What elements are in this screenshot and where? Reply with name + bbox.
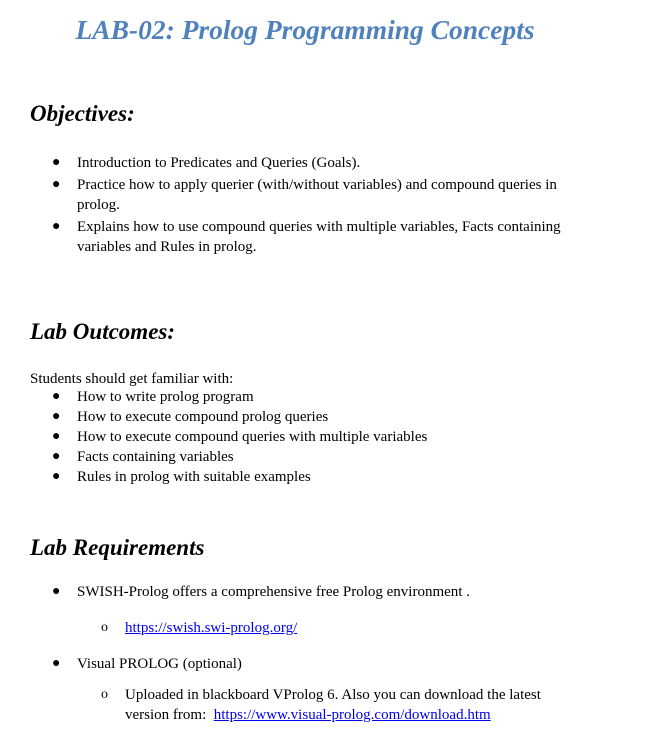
list-item-text: How to execute compound prolog queries bbox=[77, 409, 329, 425]
bullet-icon: ● bbox=[52, 429, 61, 444]
list-item-text: How to execute compound queries with multiple variables bbox=[77, 429, 428, 445]
sub-list-item bbox=[0, 685, 585, 725]
bullet-icon: ● bbox=[52, 469, 61, 484]
requirements-heading: Lab Requirements bbox=[30, 535, 205, 560]
sub-list-item bbox=[0, 618, 585, 638]
list-item bbox=[0, 467, 577, 487]
objectives-heading: Objectives: bbox=[30, 101, 135, 126]
list-item-text: Practice how to apply querier (with/without variables) and compound queries in prolog. bbox=[77, 177, 557, 213]
list-item-text: SWISH-Prolog offers a comprehensive free Prolog environment . bbox=[77, 584, 470, 600]
list-item bbox=[0, 217, 577, 257]
outcomes-heading: Lab Outcomes: bbox=[30, 319, 176, 344]
bullet-icon: ● bbox=[52, 584, 61, 599]
list-item-text: Visual PROLOG (optional) bbox=[77, 656, 242, 672]
bullet-icon: ● bbox=[52, 177, 61, 192]
list-item-text: Rules in prolog with suitable examples bbox=[77, 469, 311, 485]
circle-bullet-icon: o bbox=[101, 687, 108, 702]
list-item bbox=[0, 387, 577, 407]
list-item bbox=[0, 447, 577, 467]
sub-list-item-text: Uploaded in blackboard VProlog 6. Also you can download the latest version from: bbox=[125, 687, 541, 723]
objectives-list bbox=[0, 153, 577, 259]
list-item bbox=[0, 407, 577, 427]
bullet-icon: ● bbox=[52, 656, 61, 671]
bullet-icon: ● bbox=[52, 155, 61, 170]
list-item bbox=[0, 153, 577, 173]
list-item-text: Explains how to use compound queries with multiple variables, Facts containing variables and Rules in prolog. bbox=[77, 219, 561, 255]
bullet-icon: ● bbox=[52, 389, 61, 404]
list-item-text: How to write prolog program bbox=[77, 389, 254, 405]
bullet-icon: ● bbox=[52, 409, 61, 424]
list-item bbox=[0, 582, 597, 602]
list-item bbox=[0, 175, 577, 215]
list-item bbox=[0, 654, 597, 674]
bullet-icon: ● bbox=[52, 219, 61, 234]
document-title: LAB-02: Prolog Programming Concepts bbox=[75, 14, 535, 45]
list-item bbox=[0, 427, 577, 447]
circle-bullet-icon: o bbox=[101, 620, 108, 635]
bullet-icon: ● bbox=[52, 449, 61, 464]
requirements-list bbox=[0, 582, 654, 725]
outcomes-intro: Students should get familiar with: bbox=[30, 371, 234, 387]
outcomes-list bbox=[0, 387, 577, 487]
visual-prolog-link[interactable]: https://www.visual-prolog.com/download.htm bbox=[213, 707, 491, 723]
list-item-text: Introduction to Predicates and Queries (Goals). bbox=[77, 155, 361, 171]
list-item-text: Facts containing variables bbox=[77, 449, 234, 465]
swish-link[interactable]: https://swish.swi-prolog.org/ bbox=[125, 620, 298, 636]
